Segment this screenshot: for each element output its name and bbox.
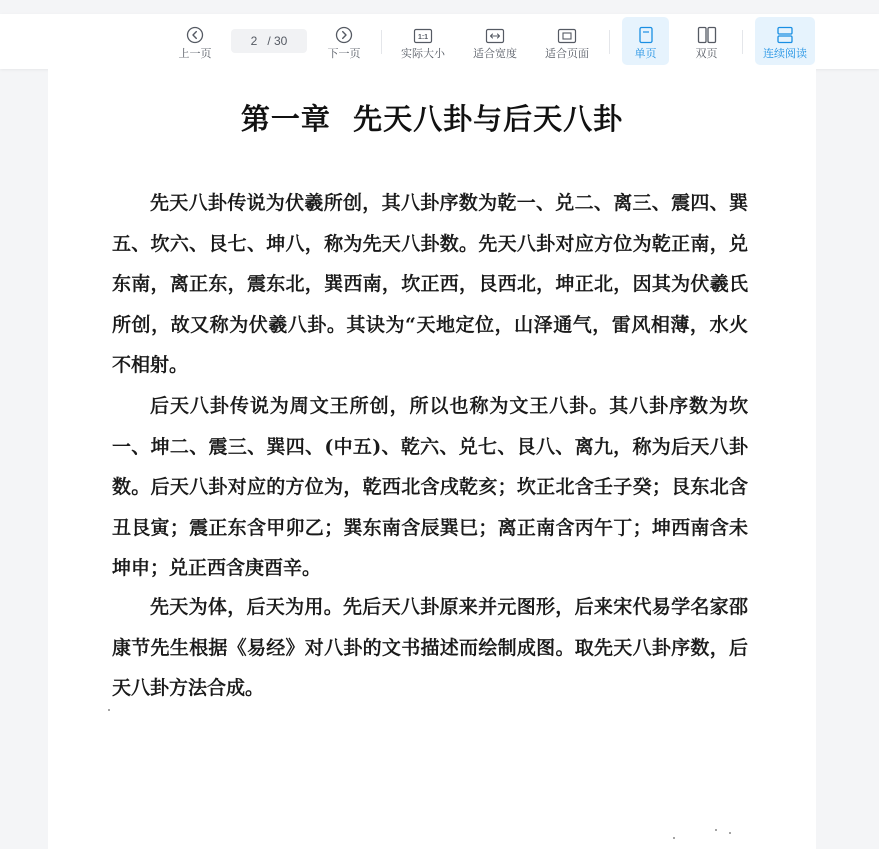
one-to-one-icon-text: 1:1 (417, 34, 429, 41)
prev-page-button[interactable] (170, 17, 220, 65)
continuous-reading-label: 连续阅读 (763, 47, 807, 60)
page-indicator[interactable] (231, 29, 307, 53)
actual-size-label: 实际大小 (401, 47, 445, 60)
toolbar-divider (742, 30, 743, 54)
toolbar-divider (381, 30, 382, 54)
fit-page-label: 适合页面 (545, 47, 589, 60)
fit-page-button[interactable] (538, 17, 596, 65)
chevron-right-circle-icon (335, 22, 353, 44)
single-page-icon (638, 22, 654, 44)
next-page-label: 下一页 (327, 47, 361, 60)
double-page-button[interactable] (683, 17, 730, 65)
current-page-input[interactable]: 2 (250, 34, 258, 48)
document-page (48, 69, 816, 849)
chevron-left-circle-icon (186, 22, 204, 44)
scan-speck (673, 837, 675, 839)
viewer-toolbar (0, 14, 879, 69)
actual-size-button[interactable] (394, 17, 452, 65)
fit-width-label: 适合宽度 (473, 47, 517, 60)
paragraph: 后天八卦传说为周文王所创，所以也称为文王八卦。其八卦序数为坎一、坤二、震三、巽四、(中五)、乾六、兑七、艮八、离九，称为后天八卦数。后天八卦对应的方位为，乾西北含戌乾亥；坎正北含壬子癸；艮东北含丑艮寅；震正东含甲卯乙；巽东南含辰巽巳；离正南含丙午丁；坤西南含未坤申；兑正西含庚酉辛。 (112, 395, 748, 579)
fit-width-icon (485, 22, 505, 44)
scan-speck (715, 829, 717, 831)
toolbar-divider (609, 30, 610, 54)
continuous-scroll-icon (776, 22, 794, 44)
next-page-button[interactable] (319, 17, 369, 65)
single-page-label: 单页 (634, 47, 657, 60)
paragraph: 先天八卦传说为伏羲所创，其八卦序数为乾一、兑二、离三、震四、巽五、坎六、艮七、坤八，称为先天八卦数。先天八卦对应方位为乾正南，兑东南，离正东，震东北，巽西南，坎正西，艮西北，坤正北，因其为伏羲氏所创，故又称为伏羲八卦。其诀为“天地定位，山泽通气，雷风相薄，水火不相射。 (112, 192, 748, 376)
fit-page-icon (557, 22, 577, 44)
one-to-one-icon (413, 22, 433, 44)
double-page-icon (697, 22, 717, 44)
continuous-reading-button[interactable] (755, 17, 815, 65)
fit-width-button[interactable] (466, 17, 524, 65)
double-page-label: 双页 (695, 47, 718, 60)
single-page-button[interactable] (622, 17, 669, 65)
scan-speck (108, 709, 110, 711)
top-strip (0, 0, 879, 14)
chapter-title: 第一章 先天八卦与后天八卦 (240, 102, 624, 136)
total-pages: / 30 (267, 34, 288, 48)
paragraph: 先天为体，后天为用。先后天八卦原来并元图形，后来宋代易学名家邵康节先生根据《易经》对八卦的文书描述而绘制成图。取先天八卦序数，后天八卦方法合成。 (112, 596, 748, 699)
scan-speck (729, 832, 731, 834)
prev-page-label: 上一页 (178, 47, 212, 60)
